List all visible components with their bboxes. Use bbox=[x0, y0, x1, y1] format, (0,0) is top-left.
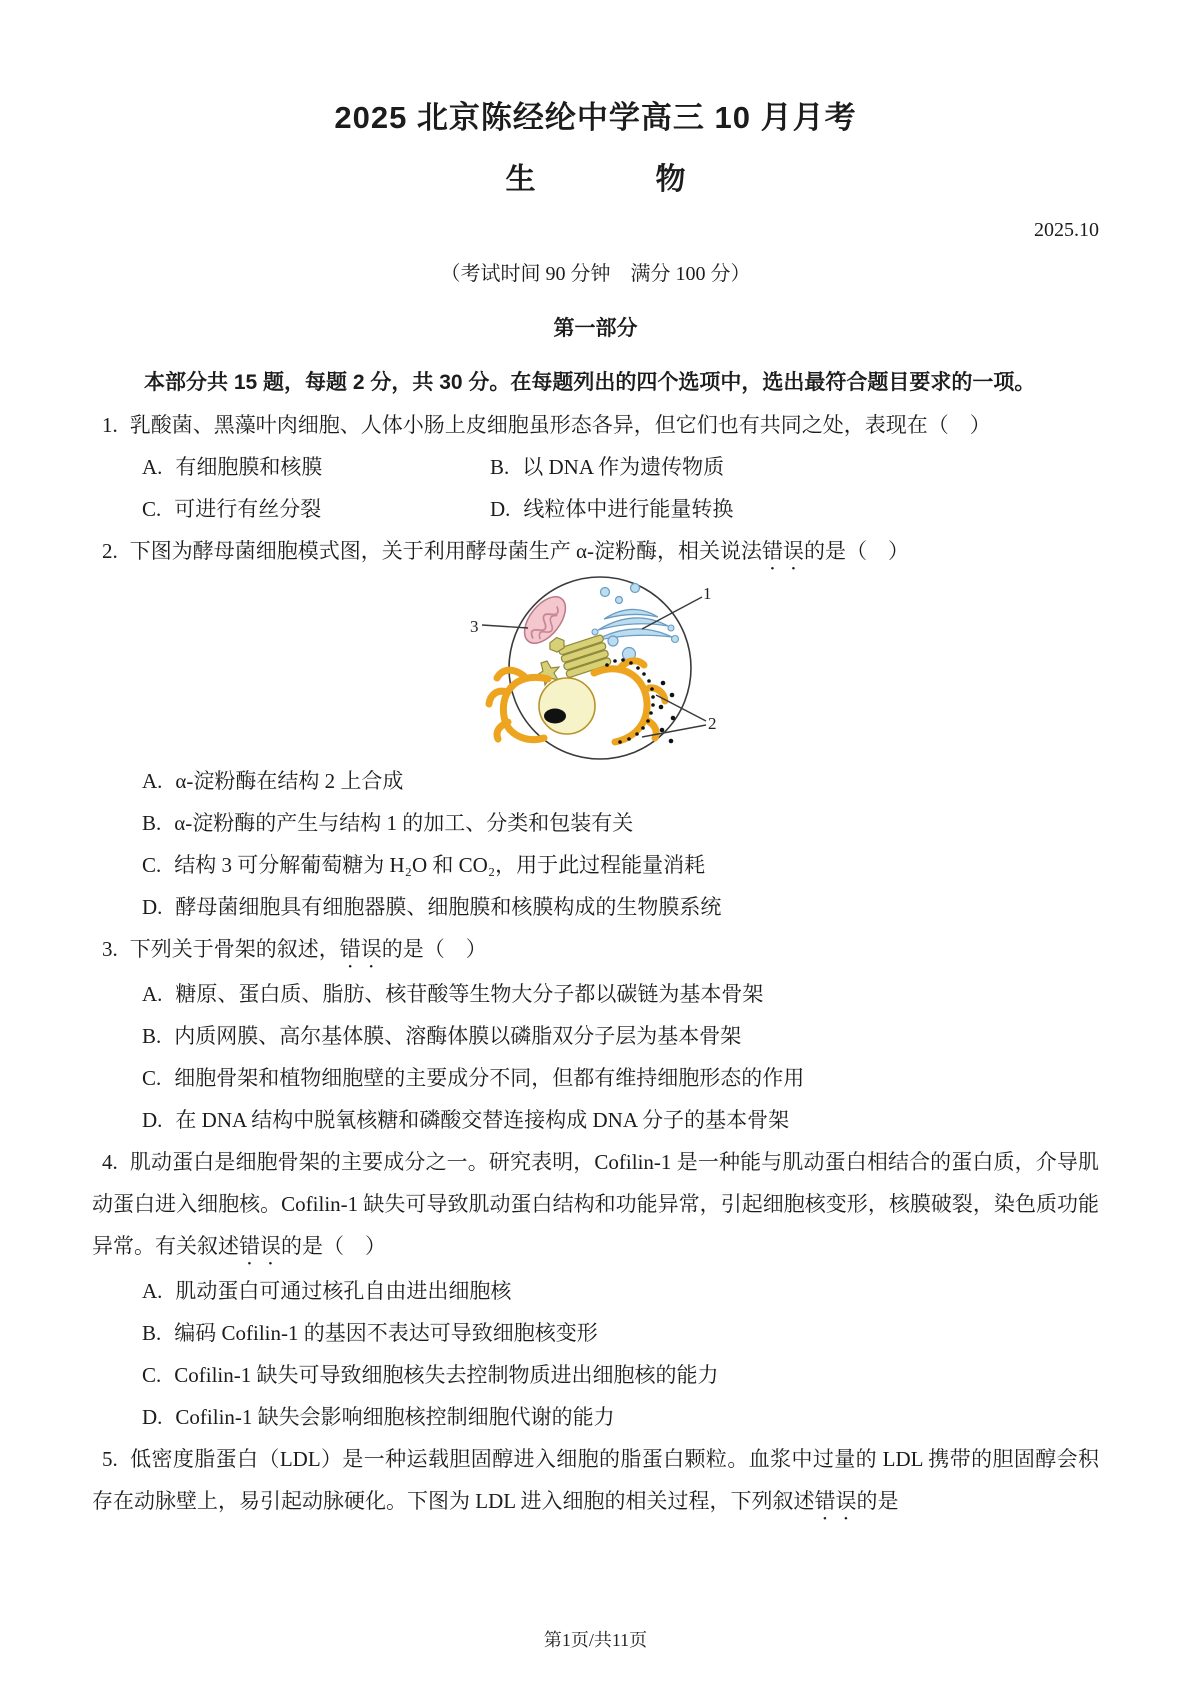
option-text: 可进行有丝分裂 bbox=[174, 497, 322, 521]
option-text: 编码 Cofilin-1 的基因不表达可导致细胞核变形 bbox=[174, 1321, 598, 1345]
yeast-cell-figure bbox=[444, 575, 744, 760]
option-a bbox=[142, 760, 1099, 802]
question-5 bbox=[92, 1438, 1099, 1525]
option-label: A. bbox=[142, 982, 163, 1006]
figure-label-golgi: 1 bbox=[703, 584, 712, 603]
question-stem-text: 乳酸菌、黑藻叶肉细胞、人体小肠上皮细胞虽形态各异，但它们也有共同之处，表现在（ ） bbox=[129, 413, 991, 437]
page-footer: 第1页/共11页 bbox=[543, 1630, 648, 1650]
emphasized-word: 错误 bbox=[239, 1234, 281, 1258]
option-d bbox=[142, 1396, 1099, 1438]
option-label: D. bbox=[490, 497, 511, 521]
option-a bbox=[142, 1270, 1099, 1312]
question-number: 2. bbox=[102, 539, 118, 563]
nucleus bbox=[539, 678, 595, 734]
question-2-stem bbox=[92, 530, 1099, 575]
option-label: C. bbox=[142, 853, 162, 877]
page-title: 2025 北京陈经纶中学高三 10 月月考 bbox=[334, 100, 857, 135]
question-stem-text: 下图为酵母菌细胞模式图，关于利用酵母菌生产 α-淀粉酶，相关说法 bbox=[129, 539, 762, 563]
option-text: 有细胞膜和核膜 bbox=[175, 455, 323, 479]
option-text: 糖原、蛋白质、脂肪、核苷酸等生物大分子都以碳链为基本骨架 bbox=[175, 982, 764, 1006]
option-label: C. bbox=[142, 497, 162, 521]
option-c bbox=[142, 844, 1099, 886]
option-b bbox=[490, 446, 1099, 488]
section-title: 第一部分 bbox=[553, 317, 638, 340]
option-text: 细胞骨架和植物细胞壁的主要成分不同，但都有维持细胞形态的作用 bbox=[174, 1066, 805, 1090]
option-d bbox=[142, 1099, 1099, 1141]
question-number: 5. bbox=[102, 1447, 118, 1471]
emphasized-word: 错误 bbox=[762, 539, 804, 563]
question-1-options bbox=[92, 446, 1099, 530]
section-instructions: 本部分共 15 题，每题 2 分，共 30 分。在每题列出的四个选项中，选出最符合题目要求的一项。 bbox=[144, 371, 1036, 394]
exam-date: 2025.10 bbox=[1034, 219, 1099, 241]
yeast-cell-diagram bbox=[444, 575, 744, 760]
option-label: C. bbox=[142, 1066, 162, 1090]
question-stem-text: 低密度脂蛋白（LDL）是一种运载胆固醇进入细胞的脂蛋白颗粒。血浆中过量的 LDL 携带的胆固醇会积存在动脉壁上，易引起动脉硬化。下图为 LDL 进入细胞的相关过程，下列叙述 bbox=[92, 1447, 1099, 1513]
question-stem-text: 的是（ ） bbox=[381, 937, 487, 961]
option-label: C. bbox=[142, 1363, 162, 1387]
option-label: A. bbox=[142, 769, 163, 793]
question-3-stem bbox=[92, 928, 1099, 973]
question-4 bbox=[92, 1141, 1099, 1438]
option-text: 内质网膜、高尔基体膜、溶酶体膜以磷脂双分子层为基本骨架 bbox=[174, 1024, 742, 1048]
question-number: 1. bbox=[102, 413, 118, 437]
option-d bbox=[142, 886, 1099, 928]
option-text: 结构 3 可分解葡萄糖为 H₂O 和 CO₂，用于此过程能量消耗 bbox=[174, 853, 706, 877]
option-text: 线粒体中进行能量转换 bbox=[523, 497, 734, 521]
question-stem-text: 的是 bbox=[856, 1489, 899, 1513]
option-label: B. bbox=[142, 1024, 162, 1048]
question-4-stem bbox=[92, 1141, 1099, 1270]
emphasized-word: 错误 bbox=[814, 1489, 857, 1513]
question-4-options bbox=[92, 1270, 1099, 1438]
question-1 bbox=[92, 404, 1099, 530]
option-label: B. bbox=[142, 1321, 162, 1345]
option-a bbox=[142, 973, 1099, 1015]
question-stem-text: 的是（ ） bbox=[804, 539, 909, 563]
option-label: D. bbox=[142, 1108, 163, 1132]
question-stem-text: 肌动蛋白是细胞骨架的主要成分之一。研究表明，Cofilin-1 是一种能与肌动蛋白相结合的蛋白质，介导肌动蛋白进入细胞核。Cofilin-1 缺失可导致肌动蛋白结构和功能异常，引起细胞核变形，核膜破裂，染色质功能异常。有关叙述 bbox=[92, 1150, 1099, 1258]
figure-label-mitochondrion: 3 bbox=[470, 617, 479, 636]
option-c bbox=[142, 488, 490, 530]
option-label: D. bbox=[142, 895, 163, 919]
option-text: α-淀粉酶的产生与结构 1 的加工、分类和包装有关 bbox=[174, 811, 634, 835]
question-stem-text: 下列关于骨架的叙述， bbox=[129, 937, 340, 961]
option-a bbox=[142, 446, 490, 488]
nucleolus bbox=[544, 709, 566, 724]
option-c bbox=[142, 1354, 1099, 1396]
question-list bbox=[92, 404, 1099, 1525]
question-3 bbox=[92, 928, 1099, 1141]
option-label: B. bbox=[490, 455, 510, 479]
question-2 bbox=[92, 530, 1099, 928]
option-text: 肌动蛋白可通过核孔自由进出细胞核 bbox=[175, 1279, 512, 1303]
option-text: 以 DNA 作为遗传物质 bbox=[522, 455, 725, 479]
option-b bbox=[142, 1015, 1099, 1057]
option-label: A. bbox=[142, 455, 163, 479]
option-d bbox=[490, 488, 1099, 530]
option-b bbox=[142, 802, 1099, 844]
question-number: 4. bbox=[102, 1150, 118, 1174]
question-3-options bbox=[92, 973, 1099, 1141]
option-text: α-淀粉酶在结构 2 上合成 bbox=[175, 769, 404, 793]
question-2-options bbox=[92, 760, 1099, 928]
option-label: D. bbox=[142, 1405, 163, 1429]
option-label: A. bbox=[142, 1279, 163, 1303]
question-number: 3. bbox=[102, 937, 118, 961]
question-1-stem bbox=[92, 404, 1099, 446]
option-text: 在 DNA 结构中脱氧核糖和磷酸交替连接构成 DNA 分子的基本骨架 bbox=[175, 1108, 790, 1132]
option-label: B. bbox=[142, 811, 162, 835]
option-b bbox=[142, 1312, 1099, 1354]
emphasized-word: 错误 bbox=[339, 937, 382, 961]
exam-info: （考试时间 90 分钟 满分 100 分） bbox=[440, 263, 751, 285]
option-text: 酵母菌细胞具有细胞器膜、细胞膜和核膜构成的生物膜系统 bbox=[175, 895, 722, 919]
option-text: Cofilin-1 缺失会影响细胞核控制细胞代谢的能力 bbox=[175, 1405, 615, 1429]
figure-label-er-ribosome: 2 bbox=[708, 714, 717, 733]
option-text: Cofilin-1 缺失可导致细胞核失去控制物质进出细胞核的能力 bbox=[174, 1363, 719, 1387]
subject-title: 生 物 bbox=[505, 163, 686, 196]
question-5-stem bbox=[92, 1438, 1099, 1525]
option-c bbox=[142, 1057, 1099, 1099]
question-stem-text: 的是（ ） bbox=[281, 1234, 386, 1258]
